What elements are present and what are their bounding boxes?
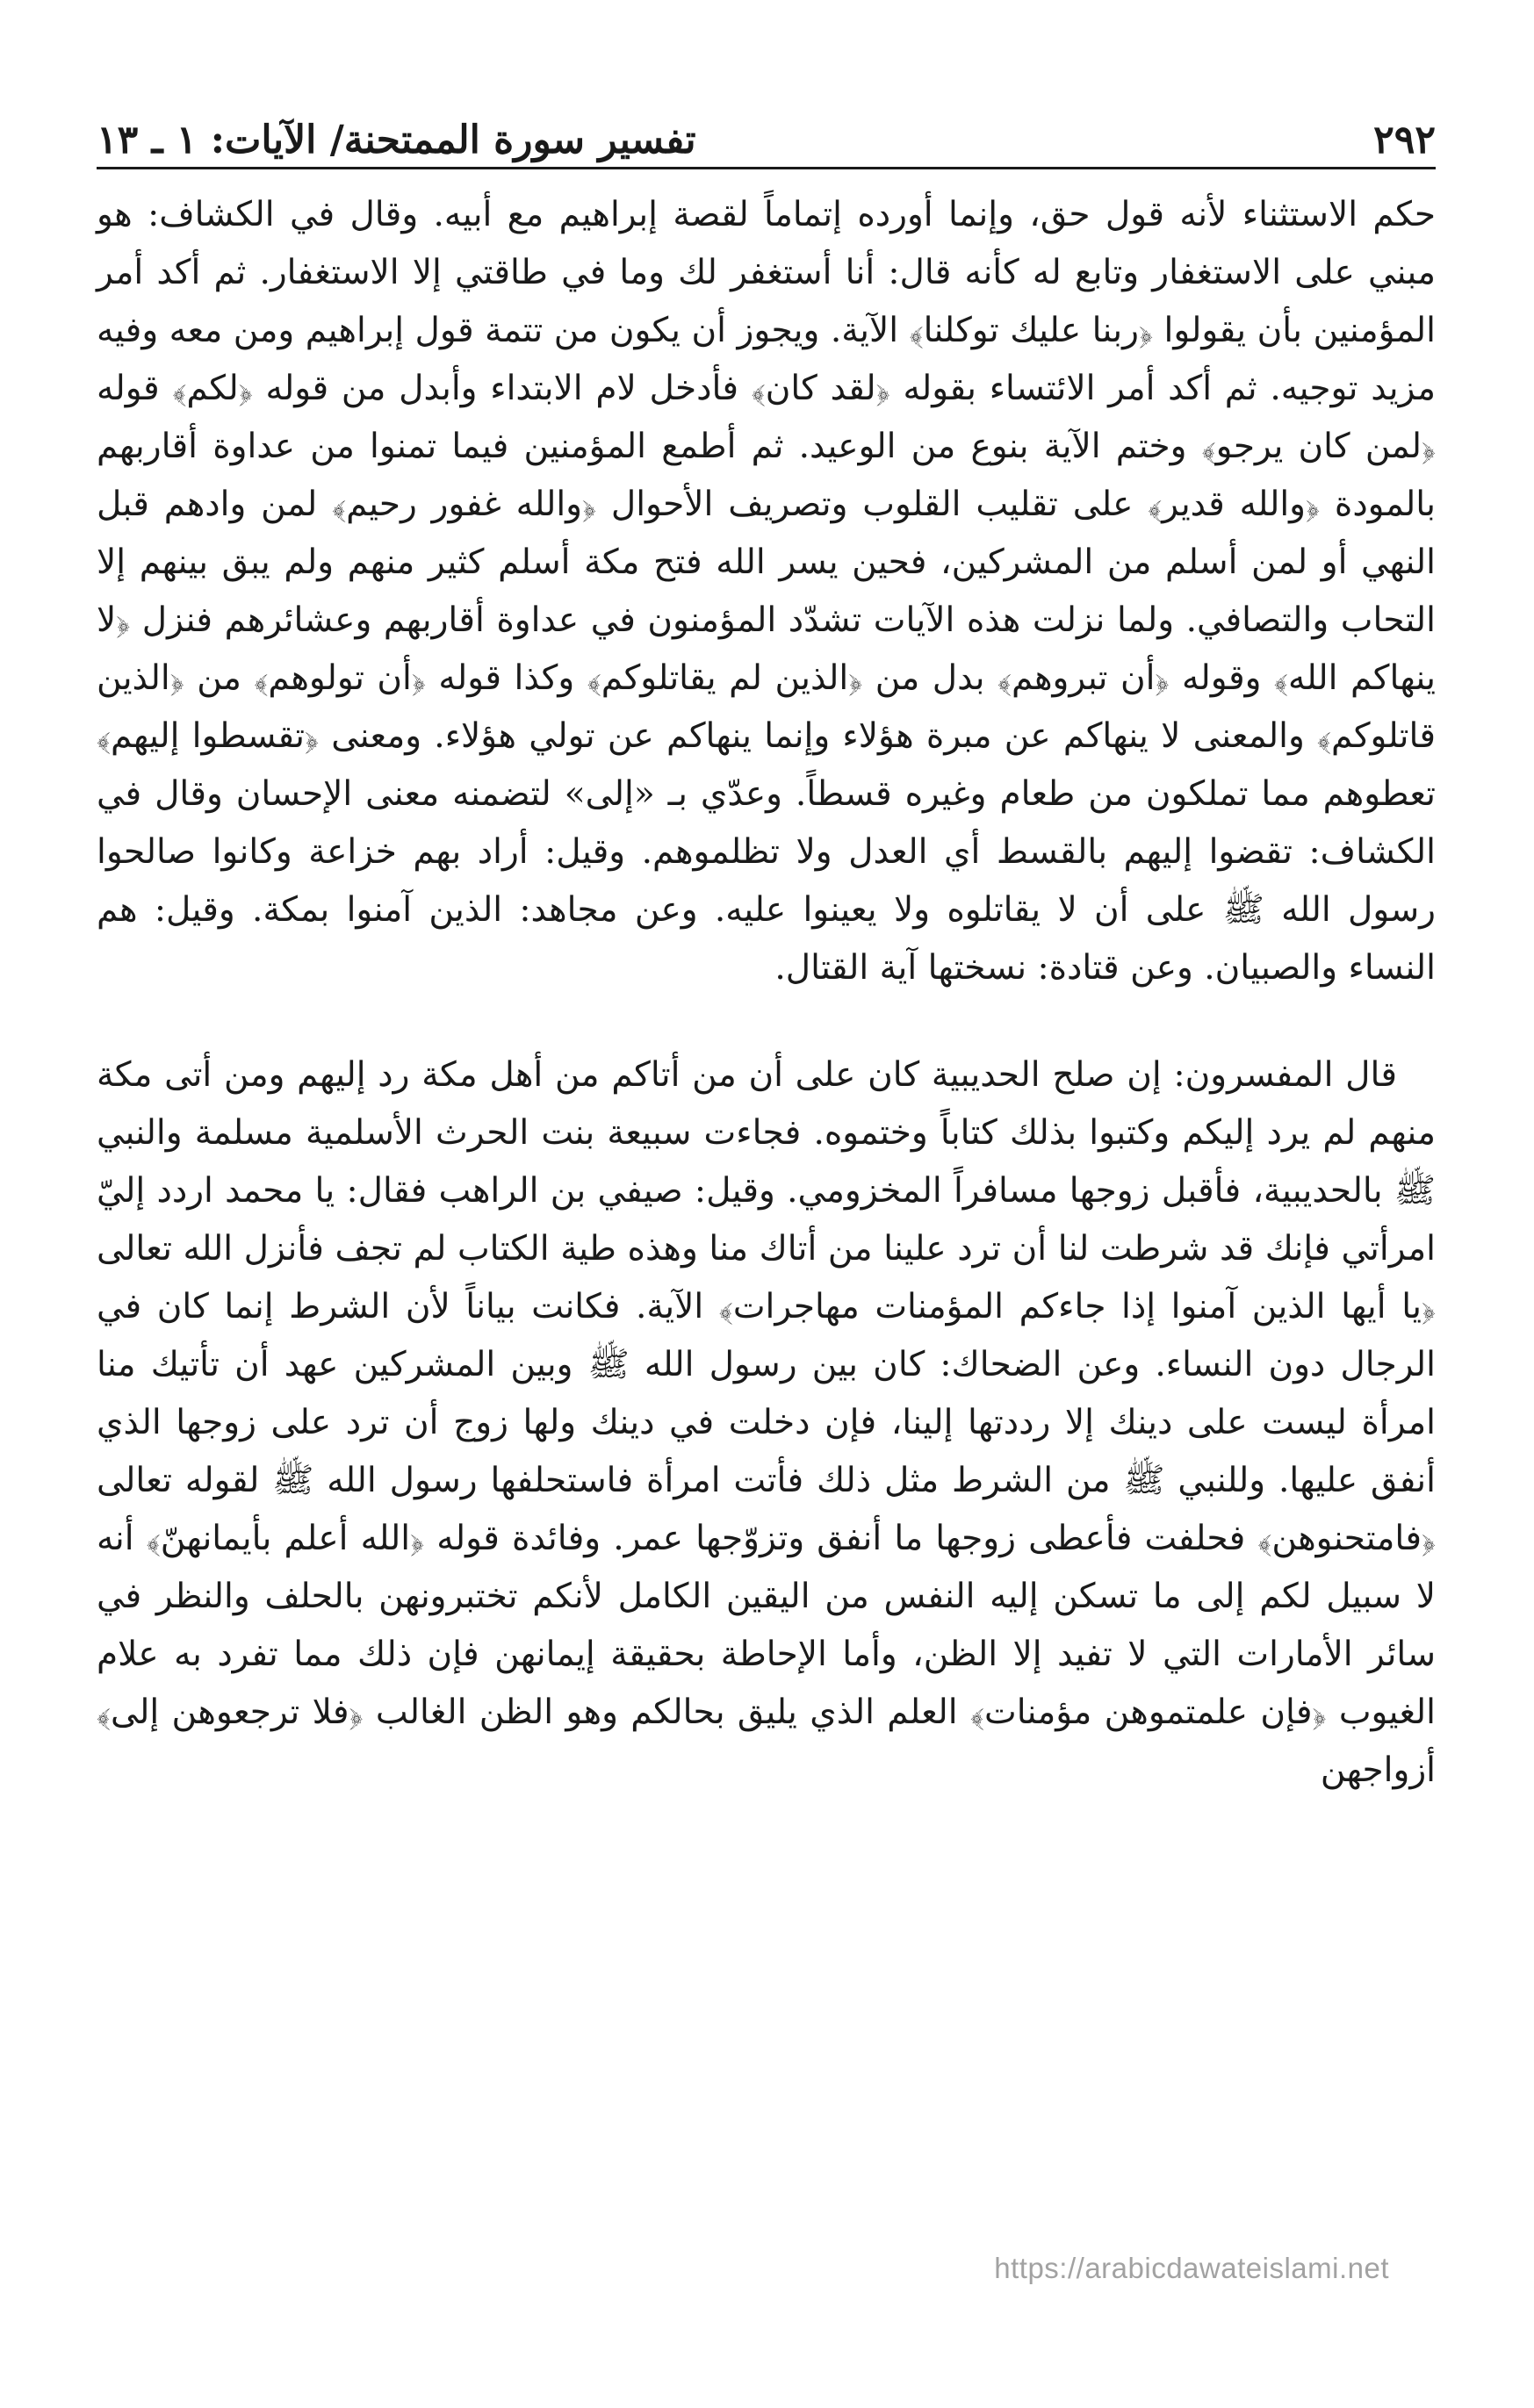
paragraph-2: قال المفسرون: إن صلح الحديبية كان على أن من أتاكم من أهل مكة رد إليهم ومن أتى مكة منهم لم يرد إليكم وكتبوا بذلك كتاباً وختموه. فجاءت سبيعة بنت الحرث الأسلمية مسلمة والنبي ﷺ بالحديبية، فأقبل زوجها مسافراً المخزومي. وقيل: صيفي بن الراهب فقال: يا محمد اردد إليّ امرأتي فإنك قد شرطت لنا أن ترد علينا من أتاك منا وهذه طية الكتاب لم تجف فأنزل الله تعالى ﴿يا أيها الذين آمنوا إذا جاءكم المؤمنات مهاجرات﴾ الآية. فكانت بياناً لأن الشرط إنما كان في الرجال دون النساء. وعن الضحاك: كان بين رسول الله ﷺ وبين المشركين عهد أن تأتيك منا امرأة ليست على دينك إلا رددتها إلينا، فإن دخلت في دينك ولها زوج أن ترد على زوجها الذي أنفق عليها. وللنبي ﷺ من الشرط مثل ذلك فأتت امرأة فاستحلفها رسول الله ﷺ لقوله تعالى ﴿فامتحنوهن﴾ فحلفت فأعطى زوجها ما أنفق وتزوّجها عمر. وفائدة قوله ﴿الله أعلم بأيمانهنّ﴾ أنه لا سبيل لكم إلى ما تسكن إليه النفس من اليقين الكامل لأنكم تختبرونهن بالحلف والنظر في سائر الأمارات التي لا تفيد إلا الظن، وأما الإحاطة بحقيقة إيمانهن فإن ذلك مما تفرد به علام الغيوب ﴿فإن علمتموهن مؤمنات﴾ العلم الذي يليق بحالكم وهو الظن الغالب ﴿فلا ترجعوهن إلى﴾ أزواجهن	[97, 1055, 1436, 1790]
page-body	[97, 186, 1436, 1800]
paragraph-1: حكم الاستثناء لأنه قول حق، وإنما أورده إتماماً لقصة إبراهيم مع أبيه. وقال في الكشاف: هو مبني على الاستغفار وتابع له كأنه قال: أنا أستغفر لك وما في طاقتي إلا الاستغفار. ثم أكد أمر المؤمنين بأن يقولوا ﴿ربنا عليك توكلنا﴾ الآية. ويجوز أن يكون من تتمة قول إبراهيم ومن معه وفيه مزيد توجيه. ثم أكد أمر الائتساء بقوله ﴿لقد كان﴾ فأدخل لام الابتداء وأبدل من قوله ﴿لكم﴾ قوله ﴿لمن كان يرجو﴾ وختم الآية بنوع من الوعيد. ثم أطمع المؤمنين فيما تمنوا من عداوة أقاربهم بالمودة ﴿والله قدير﴾ على تقليب القلوب وتصريف الأحوال ﴿والله غفور رحيم﴾ لمن وادهم قبل النهي أو لمن أسلم من المشركين، فحين يسر الله فتح مكة أسلم كثير منهم ولم يبق بينهم إلا التحاب والتصافي. ولما نزلت هذه الآيات تشدّد المؤمنون في عداوة أقاربهم وعشائرهم فنزل ﴿لا ينهاكم الله﴾ وقوله ﴿أن تبروهم﴾ بدل من ﴿الذين لم يقاتلوكم﴾ وكذا قوله ﴿أن تولوهم﴾ من ﴿الذين قاتلوكم﴾ والمعنى لا ينهاكم عن مبرة هؤلاء وإنما ينهاكم عن تولي هؤلاء. ومعنى ﴿تقسطوا إليهم﴾ تعطوهم مما تملكون من طعام وغيره قسطاً. وعدّي بـ «إلى» لتضمنه معنى الإحسان وقال في الكشاف: تقضوا إليهم بالقسط أي العدل ولا تظلموهم. وقيل: أراد بهم خزاعة وكانوا صالحوا رسول الله ﷺ على أن لا يقاتلوه ولا يعينوا عليه. وعن مجاهد: الذين آمنوا بمكة. وقيل: هم النساء والصبيان. وعن قتادة: نسختها آية القتال.	[97, 195, 1436, 988]
running-header	[97, 98, 1436, 160]
running-title: تفسير سورة الممتحنة/ الآيات: ١ ـ ١٣	[97, 118, 696, 162]
source-watermark: https://arabicdawateislami.net	[994, 2252, 1389, 2284]
header-divider	[97, 167, 1436, 169]
page-number: ٢٩٢	[1373, 118, 1436, 162]
